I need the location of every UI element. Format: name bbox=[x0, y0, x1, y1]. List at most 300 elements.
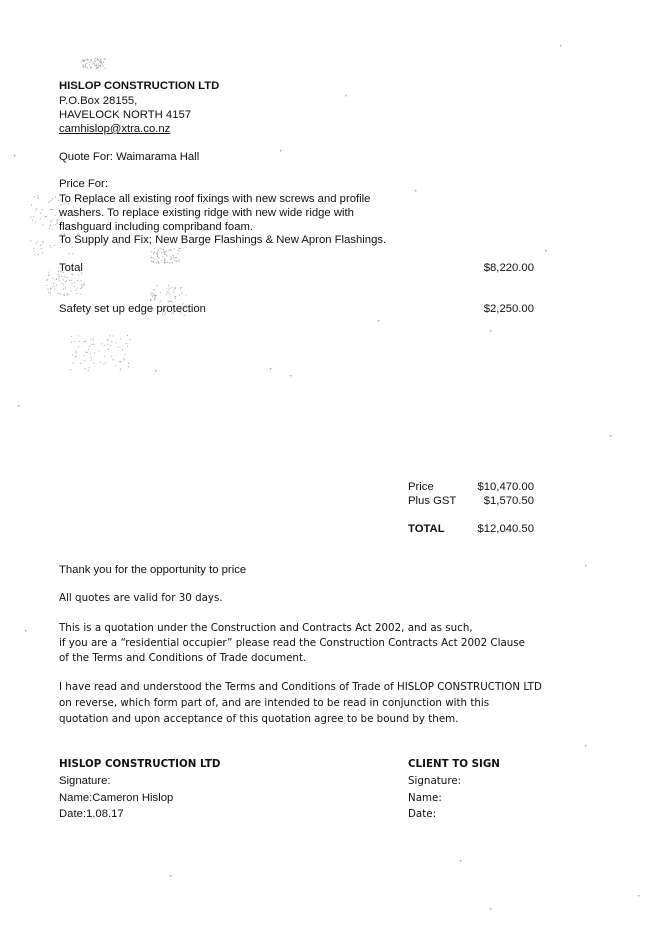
scan-speck bbox=[174, 289, 175, 290]
scan-speck bbox=[150, 300, 151, 301]
scan-speck bbox=[125, 354, 126, 355]
scan-speck bbox=[155, 297, 156, 298]
scan-speck bbox=[153, 262, 154, 263]
scan-speck bbox=[52, 220, 53, 221]
scan-speck bbox=[154, 300, 155, 301]
price-label: Price bbox=[408, 481, 434, 493]
scan-speck bbox=[163, 256, 164, 257]
scan-speck bbox=[127, 346, 128, 347]
scan-speck bbox=[84, 341, 85, 342]
scan-speck bbox=[96, 68, 97, 69]
scan-speck bbox=[173, 292, 174, 293]
scan-speck bbox=[85, 64, 86, 65]
scan-speck bbox=[150, 299, 151, 300]
scan-speck bbox=[84, 285, 85, 286]
scan-speck bbox=[101, 59, 102, 60]
scan-speck bbox=[70, 369, 71, 370]
scan-speck bbox=[35, 210, 36, 211]
scan-speck bbox=[85, 352, 86, 353]
signoff-client-signature: Signature: bbox=[408, 775, 462, 787]
scan-speck bbox=[97, 58, 98, 59]
scan-speck bbox=[179, 261, 180, 262]
scan-speck bbox=[35, 222, 36, 223]
scan-speck bbox=[490, 908, 491, 909]
scan-speck bbox=[158, 250, 159, 251]
scan-speck bbox=[176, 257, 177, 258]
scan-speck bbox=[72, 283, 73, 284]
scan-speck bbox=[154, 259, 155, 260]
scan-speck bbox=[76, 351, 77, 352]
scan-speck bbox=[156, 263, 157, 264]
scan-speck bbox=[164, 258, 165, 259]
scan-speck bbox=[98, 67, 99, 68]
scan-speck bbox=[166, 294, 167, 295]
scan-speck bbox=[158, 249, 159, 250]
scan-speck bbox=[118, 347, 119, 348]
scan-speck bbox=[163, 249, 164, 250]
scan-speck bbox=[98, 63, 99, 64]
scan-speck bbox=[34, 196, 35, 197]
scan-speck bbox=[166, 255, 167, 256]
scan-speck bbox=[71, 280, 72, 281]
scan-speck bbox=[172, 255, 173, 256]
scan-speck bbox=[585, 745, 586, 746]
scan-speck bbox=[151, 294, 152, 295]
scan-speck bbox=[94, 63, 95, 64]
scan-speck bbox=[49, 228, 50, 229]
scan-speck bbox=[170, 288, 171, 289]
scan-speck bbox=[168, 288, 169, 289]
scan-speck bbox=[119, 361, 120, 362]
agreement-line: I have read and understood the Terms and Conditions of Trade of HISLOP CONSTRUCTION LTD bbox=[59, 681, 542, 693]
scan-speck bbox=[48, 202, 49, 203]
scan-speck bbox=[82, 286, 83, 287]
scan-speck bbox=[171, 250, 172, 251]
scan-speck bbox=[170, 256, 171, 257]
scan-speck bbox=[72, 355, 73, 356]
scan-speck bbox=[167, 262, 168, 263]
scan-speck bbox=[56, 223, 57, 224]
scan-speck bbox=[30, 240, 31, 241]
scan-speck bbox=[154, 248, 155, 249]
scan-speck bbox=[66, 281, 67, 282]
scan-speck bbox=[84, 60, 85, 61]
scan-speck bbox=[127, 335, 128, 336]
scan-speck bbox=[178, 253, 179, 254]
scan-speck bbox=[173, 258, 174, 259]
scan-speck bbox=[50, 209, 51, 210]
scan-speck bbox=[161, 252, 162, 253]
scan-speck bbox=[153, 289, 154, 290]
scan-speck bbox=[126, 343, 127, 344]
scan-speck bbox=[170, 875, 171, 876]
scan-speck bbox=[93, 338, 94, 339]
scan-speck bbox=[70, 291, 71, 292]
company-name: HISLOP CONSTRUCTION LTD bbox=[59, 80, 220, 92]
scan-speck bbox=[88, 370, 89, 371]
scan-speck bbox=[55, 215, 56, 216]
scan-speck bbox=[37, 195, 38, 196]
scan-speck bbox=[101, 61, 102, 62]
scan-speck bbox=[107, 339, 108, 340]
scan-speck bbox=[81, 294, 82, 295]
scan-speck bbox=[170, 249, 171, 250]
scan-speck bbox=[94, 66, 95, 67]
scan-speck bbox=[156, 295, 157, 296]
scan-speck bbox=[36, 208, 37, 209]
scan-speck bbox=[40, 245, 41, 246]
scan-speck bbox=[178, 250, 179, 251]
scan-speck bbox=[110, 345, 111, 346]
scan-speck bbox=[104, 356, 105, 357]
scan-speck bbox=[152, 296, 153, 297]
scan-speck bbox=[59, 293, 60, 294]
scan-speck bbox=[155, 295, 156, 296]
scan-speck bbox=[74, 341, 75, 342]
scan-speck bbox=[280, 150, 281, 151]
scan-speck bbox=[545, 250, 546, 251]
scan-speck bbox=[92, 63, 93, 64]
scan-speck bbox=[93, 340, 94, 341]
scan-speck bbox=[85, 341, 86, 342]
scan-speck bbox=[65, 281, 66, 282]
scan-speck bbox=[176, 260, 177, 261]
gst-value: $1,570.50 bbox=[483, 495, 534, 507]
scan-speck bbox=[14, 155, 15, 156]
scan-speck bbox=[89, 367, 90, 368]
scan-speck bbox=[84, 368, 85, 369]
scan-speck bbox=[175, 296, 176, 297]
scan-speck bbox=[103, 65, 104, 66]
scan-speck bbox=[65, 288, 66, 289]
scan-speck bbox=[93, 62, 94, 63]
scan-speck bbox=[270, 368, 271, 369]
scan-speck bbox=[57, 293, 58, 294]
scan-speck bbox=[75, 356, 76, 357]
scan-speck bbox=[378, 320, 379, 321]
scan-speck bbox=[157, 256, 158, 257]
company-po-box: P.O.Box 28155, bbox=[59, 95, 138, 107]
price-for-line: washers. To replace existing ridge with new wide ridge with bbox=[59, 207, 354, 219]
scan-speck bbox=[69, 280, 70, 281]
scan-speck bbox=[45, 216, 46, 217]
scan-speck bbox=[84, 360, 85, 361]
scan-speck bbox=[77, 280, 78, 281]
scan-speck bbox=[42, 252, 43, 253]
signoff-client-date: Date: bbox=[408, 808, 437, 820]
scan-speck bbox=[157, 252, 158, 253]
scan-speck bbox=[120, 361, 121, 362]
scan-speck bbox=[104, 68, 105, 69]
scan-speck bbox=[30, 217, 31, 218]
scan-speck bbox=[76, 352, 77, 353]
scan-speck bbox=[40, 219, 41, 220]
scan-speck bbox=[176, 261, 177, 262]
cca-line: of the Terms and Conditions of Trade document. bbox=[59, 652, 307, 664]
scan-speck bbox=[38, 254, 39, 255]
scan-speck bbox=[46, 280, 47, 281]
scan-speck bbox=[128, 366, 129, 367]
scan-speck bbox=[83, 66, 84, 67]
item-label-safety: Safety set up edge protection bbox=[59, 303, 206, 315]
scan-speck bbox=[64, 295, 65, 296]
scan-speck bbox=[53, 283, 54, 284]
scan-speck bbox=[56, 285, 57, 286]
scan-speck bbox=[82, 64, 83, 65]
scan-speck bbox=[159, 257, 160, 258]
scan-speck bbox=[104, 59, 105, 60]
scan-speck bbox=[165, 262, 166, 263]
scan-speck bbox=[72, 253, 73, 254]
scan-speck bbox=[157, 262, 158, 263]
scan-speck bbox=[104, 364, 105, 365]
scan-speck bbox=[154, 299, 155, 300]
scan-speck bbox=[54, 289, 55, 290]
scan-speck bbox=[50, 225, 51, 226]
signoff-client-heading: CLIENT TO SIGN bbox=[408, 758, 500, 770]
scan-speck bbox=[91, 60, 92, 61]
scan-speck bbox=[84, 355, 85, 356]
scan-speck bbox=[67, 293, 68, 294]
scan-speck bbox=[89, 62, 90, 63]
scan-speck bbox=[101, 63, 102, 64]
scan-speck bbox=[108, 340, 109, 341]
scan-speck bbox=[101, 62, 102, 63]
scan-speck bbox=[171, 258, 172, 259]
scan-speck bbox=[79, 341, 80, 342]
scan-speck bbox=[71, 336, 72, 337]
scan-speck bbox=[91, 360, 92, 361]
scan-speck bbox=[74, 282, 75, 283]
scan-speck bbox=[179, 251, 180, 252]
scan-speck bbox=[86, 63, 87, 64]
scan-speck bbox=[166, 251, 167, 252]
scan-speck bbox=[94, 60, 95, 61]
scan-speck bbox=[112, 336, 113, 337]
scan-speck bbox=[638, 895, 639, 896]
scan-speck bbox=[51, 247, 52, 248]
scan-speck bbox=[48, 274, 49, 275]
scan-speck bbox=[18, 405, 19, 406]
scan-speck bbox=[585, 565, 586, 566]
scan-speck bbox=[96, 65, 97, 66]
scan-speck bbox=[87, 60, 88, 61]
scan-speck bbox=[73, 363, 74, 364]
scan-speck bbox=[55, 224, 56, 225]
scan-speck bbox=[69, 294, 70, 295]
scan-speck bbox=[169, 250, 170, 251]
total-label: TOTAL bbox=[408, 523, 445, 535]
scan-speck bbox=[164, 251, 165, 252]
scan-speck bbox=[41, 248, 42, 249]
scan-speck bbox=[174, 248, 175, 249]
scan-speck bbox=[90, 353, 91, 354]
scan-speck bbox=[95, 64, 96, 65]
scan-speck bbox=[170, 259, 171, 260]
scan-speck bbox=[154, 296, 155, 297]
scan-speck bbox=[95, 58, 96, 59]
scan-speck bbox=[116, 342, 117, 343]
scan-speck bbox=[46, 285, 47, 286]
scan-speck bbox=[78, 335, 79, 336]
scan-speck bbox=[107, 344, 108, 345]
scan-speck bbox=[52, 198, 53, 199]
scan-speck bbox=[56, 279, 57, 280]
price-for-line: To Replace all existing roof fixings with new screws and profile bbox=[59, 193, 371, 205]
scan-speck bbox=[97, 59, 98, 60]
scan-speck bbox=[123, 358, 124, 359]
scan-speck bbox=[345, 95, 346, 96]
scan-speck bbox=[151, 292, 152, 293]
scan-speck bbox=[87, 352, 88, 353]
scan-speck bbox=[71, 341, 72, 342]
scan-speck bbox=[89, 346, 90, 347]
scan-speck bbox=[167, 292, 168, 293]
scan-speck bbox=[181, 288, 182, 289]
scan-speck bbox=[61, 283, 62, 284]
quote-for: Quote For: Waimarama Hall bbox=[59, 151, 200, 163]
scan-speck bbox=[124, 359, 125, 360]
price-for-heading: Price For: bbox=[59, 178, 108, 190]
scan-speck bbox=[81, 284, 82, 285]
scan-speck bbox=[91, 67, 92, 68]
scan-speck bbox=[93, 363, 94, 364]
scan-speck bbox=[56, 222, 57, 223]
scan-speck bbox=[50, 221, 51, 222]
company-email-link[interactable]: camhislop@xtra.co.nz bbox=[59, 123, 171, 135]
scan-speck bbox=[181, 293, 182, 294]
scan-speck bbox=[60, 294, 61, 295]
scan-speck bbox=[59, 280, 60, 281]
scan-speck bbox=[82, 59, 83, 60]
scan-speck bbox=[92, 344, 93, 345]
scan-speck bbox=[180, 248, 181, 249]
scan-speck bbox=[90, 61, 91, 62]
scan-speck bbox=[34, 254, 35, 255]
scan-speck bbox=[173, 255, 174, 256]
scan-speck bbox=[31, 204, 32, 205]
scan-speck bbox=[87, 67, 88, 68]
scan-speck bbox=[103, 62, 104, 63]
scan-speck bbox=[58, 278, 59, 279]
scan-speck bbox=[111, 356, 112, 357]
scan-speck bbox=[490, 330, 491, 331]
scan-speck bbox=[109, 335, 110, 336]
scan-speck bbox=[55, 196, 56, 197]
scan-speck bbox=[152, 293, 153, 294]
scan-speck bbox=[169, 293, 170, 294]
scan-speck bbox=[108, 349, 109, 350]
scan-speck bbox=[160, 248, 161, 249]
scan-speck bbox=[169, 262, 170, 263]
scan-speck bbox=[37, 241, 38, 242]
scan-speck bbox=[25, 630, 26, 631]
scan-speck bbox=[95, 61, 96, 62]
scan-speck bbox=[94, 353, 95, 354]
scan-speck bbox=[415, 190, 416, 191]
scan-speck bbox=[121, 338, 122, 339]
scan-speck bbox=[96, 61, 97, 62]
scan-speck bbox=[111, 341, 112, 342]
scan-speck bbox=[99, 65, 100, 66]
scan-speck bbox=[179, 295, 180, 296]
scan-speck bbox=[151, 251, 152, 252]
scan-speck bbox=[84, 284, 85, 285]
scan-speck bbox=[83, 283, 84, 284]
scan-speck bbox=[175, 298, 176, 299]
total-value: $12,040.50 bbox=[477, 523, 534, 535]
scan-speck bbox=[120, 370, 121, 371]
scan-speck bbox=[179, 259, 180, 260]
scan-speck bbox=[120, 368, 121, 369]
item-amount-safety: $2,250.00 bbox=[483, 303, 534, 315]
scan-speck bbox=[155, 370, 156, 371]
scan-speck bbox=[156, 253, 157, 254]
scan-speck bbox=[36, 243, 37, 244]
scan-speck bbox=[174, 260, 175, 261]
scan-speck bbox=[48, 272, 49, 273]
scan-speck bbox=[51, 209, 52, 210]
scan-speck bbox=[67, 295, 68, 296]
scan-speck bbox=[38, 197, 39, 198]
scan-speck bbox=[64, 276, 65, 277]
scan-speck bbox=[46, 216, 47, 217]
scan-speck bbox=[88, 349, 89, 350]
agreement-line: quotation and upon acceptance of this quotation agree to be bound by them. bbox=[59, 713, 459, 725]
agreement-line: on reverse, which form part of, and are intended to be read in conjunction with this bbox=[59, 697, 490, 709]
scan-speck bbox=[81, 61, 82, 62]
scan-speck bbox=[86, 67, 87, 68]
scan-speck bbox=[97, 67, 98, 68]
scan-speck bbox=[101, 343, 102, 344]
scan-speck bbox=[115, 365, 116, 366]
scan-speck bbox=[67, 277, 68, 278]
scan-speck bbox=[48, 275, 49, 276]
scan-speck bbox=[69, 253, 70, 254]
scan-speck bbox=[154, 297, 155, 298]
scan-speck bbox=[130, 339, 131, 340]
scan-speck bbox=[50, 200, 51, 201]
signoff-company-date: Date:1.08.17 bbox=[59, 808, 124, 820]
thanks-note: Thank you for the opportunity to price bbox=[59, 564, 247, 576]
price-value: $10,470.00 bbox=[477, 481, 534, 493]
scan-speck bbox=[43, 224, 44, 225]
scan-speck bbox=[90, 339, 91, 340]
scan-speck bbox=[98, 60, 99, 61]
signoff-company-heading: HISLOP CONSTRUCTION LTD bbox=[59, 758, 221, 770]
scan-speck bbox=[52, 209, 53, 210]
scan-speck bbox=[42, 241, 43, 242]
scan-speck bbox=[40, 213, 41, 214]
scan-speck bbox=[34, 251, 35, 252]
scan-speck bbox=[85, 60, 86, 61]
scan-speck bbox=[89, 65, 90, 66]
scan-speck bbox=[50, 245, 51, 246]
scan-speck bbox=[290, 375, 291, 376]
item-amount-total: $8,220.00 bbox=[483, 262, 534, 274]
scan-speck bbox=[78, 346, 79, 347]
cca-line: if you are a “residential occupier” please read the Construction Contracts Act 2002 Clause bbox=[59, 637, 526, 649]
scan-speck bbox=[52, 229, 53, 230]
scan-speck bbox=[81, 287, 82, 288]
scan-speck bbox=[32, 220, 33, 221]
scan-speck bbox=[93, 344, 94, 345]
scan-speck bbox=[77, 288, 78, 289]
scan-speck bbox=[175, 287, 176, 288]
scan-speck bbox=[164, 259, 165, 260]
scan-speck bbox=[152, 261, 153, 262]
scan-speck bbox=[63, 279, 64, 280]
